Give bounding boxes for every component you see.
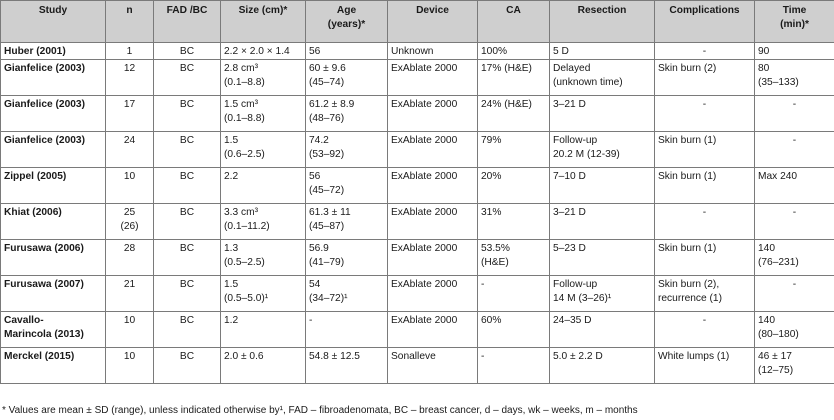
cell-size-line: 2.0 ± 0.6 xyxy=(224,351,264,362)
table-row xyxy=(1,240,834,276)
cell-complications-line: Skin burn (1) xyxy=(658,243,717,254)
cell-complications xyxy=(655,132,755,168)
cell-n-line: 10 xyxy=(123,315,136,326)
cell-device xyxy=(388,204,478,240)
cell-size xyxy=(221,276,306,312)
cell-size-line: 1.3 xyxy=(224,243,239,254)
cell-n-line: (26) xyxy=(120,221,139,232)
cell-age xyxy=(306,168,388,204)
cell-age-line: 60 ± 9.6 xyxy=(309,63,346,74)
cell-study xyxy=(1,312,106,348)
cell-device xyxy=(388,168,478,204)
cell-resection xyxy=(550,204,655,240)
cell-age xyxy=(306,43,388,60)
cell-size-line: (0.6–2.5) xyxy=(224,149,265,160)
cell-resection xyxy=(550,60,655,96)
table-row xyxy=(1,348,834,384)
cell-complications-line: Skin burn (1) xyxy=(658,135,717,146)
cell-size-line: (0.5–5.0)¹ xyxy=(224,293,269,304)
cell-study xyxy=(1,276,106,312)
cell-time-line: - xyxy=(792,99,797,110)
cell-complications xyxy=(655,168,755,204)
cell-device-line: ExAblate 2000 xyxy=(391,171,458,182)
cell-fad-bc xyxy=(154,348,221,384)
cell-size-line: (0.1–8.8) xyxy=(224,77,265,88)
cell-resection xyxy=(550,43,655,60)
cell-time-line: 140 xyxy=(758,243,775,254)
cell-age-line: 54 xyxy=(309,279,321,290)
cell-time xyxy=(755,348,834,384)
cell-complications xyxy=(655,240,755,276)
cell-fad-bc xyxy=(154,96,221,132)
cell-ca xyxy=(478,204,550,240)
cell-time-line: (12–75) xyxy=(758,365,794,376)
cell-size-line: (0.1–8.8) xyxy=(224,113,265,124)
cell-complications xyxy=(655,43,755,60)
cell-study xyxy=(1,240,106,276)
cell-size xyxy=(221,204,306,240)
cell-fad-bc-line: BC xyxy=(179,243,195,254)
cell-ca-line: - xyxy=(481,351,485,362)
cell-ca xyxy=(478,276,550,312)
cell-ca xyxy=(478,168,550,204)
table-row xyxy=(1,132,834,168)
cell-resection-line: 14 M (3–26)¹ xyxy=(553,293,612,304)
cell-size xyxy=(221,132,306,168)
cell-resection-line: 5–23 D xyxy=(553,243,586,254)
cell-ca-line: 100% xyxy=(481,46,508,57)
table-row xyxy=(1,96,834,132)
cell-n-line: 25 xyxy=(123,207,136,218)
table-row xyxy=(1,312,834,348)
cell-resection xyxy=(550,168,655,204)
cell-size-line: 2.8 cm³ xyxy=(224,63,258,74)
cell-n-line: 1 xyxy=(126,46,133,57)
cell-n-line: 21 xyxy=(123,279,136,290)
cell-resection xyxy=(550,312,655,348)
cell-study xyxy=(1,204,106,240)
cell-fad-bc xyxy=(154,240,221,276)
cell-fad-bc-line: BC xyxy=(179,99,195,110)
cell-age-line: 56.9 xyxy=(309,243,329,254)
cell-n-line: 24 xyxy=(123,135,136,146)
cell-time-line: 80 xyxy=(758,63,770,74)
cell-complications-line: White lumps (1) xyxy=(658,351,730,362)
cell-device-line: ExAblate 2000 xyxy=(391,63,458,74)
table-row xyxy=(1,204,834,240)
cell-study xyxy=(1,60,106,96)
cell-resection xyxy=(550,276,655,312)
cell-n xyxy=(106,204,154,240)
cell-n xyxy=(106,60,154,96)
cell-ca-line: 79% xyxy=(481,135,502,146)
table-row xyxy=(1,60,834,96)
cell-study xyxy=(1,348,106,384)
cell-age-line: 61.2 ± 8.9 xyxy=(309,99,355,110)
cell-size-line: 1.5 xyxy=(224,135,239,146)
cell-n-line: 28 xyxy=(123,243,136,254)
header-time: Time (min)* xyxy=(755,1,834,43)
cell-size-line: 3.3 cm³ xyxy=(224,207,258,218)
cell-time xyxy=(755,132,834,168)
header-study: Study xyxy=(1,1,106,43)
cell-age-line: (45–74) xyxy=(309,77,345,88)
cell-ca-line: (H&E) xyxy=(481,257,509,268)
cell-fad-bc xyxy=(154,132,221,168)
cell-n xyxy=(106,168,154,204)
cell-n xyxy=(106,348,154,384)
table-row xyxy=(1,276,834,312)
cell-n-line: 17 xyxy=(123,99,136,110)
cell-study xyxy=(1,168,106,204)
cell-device-line: ExAblate 2000 xyxy=(391,135,458,146)
table-footnote: * Values are mean ± SD (range), unless indicated otherwise by¹, FAD – fibroadenomata, BC – breast cancer, d – days, wk – weeks, m – months xyxy=(2,405,638,416)
cell-complications-line: - xyxy=(702,46,707,57)
cell-time-line: (35–133) xyxy=(758,77,799,88)
cell-n-line: 10 xyxy=(123,171,136,182)
cell-device xyxy=(388,60,478,96)
cell-complications xyxy=(655,204,755,240)
cell-age xyxy=(306,60,388,96)
cell-size-line: 2.2 × 2.0 × 1.4 xyxy=(224,46,290,57)
cell-resection-line: 3–21 D xyxy=(553,207,586,218)
cell-fad-bc-line: BC xyxy=(179,207,195,218)
cell-ca-line: 53.5% xyxy=(481,243,510,254)
header-row xyxy=(1,1,834,43)
cell-n xyxy=(106,240,154,276)
cell-age-line: (34–72)¹ xyxy=(309,293,348,304)
cell-size xyxy=(221,96,306,132)
cell-fad-bc xyxy=(154,60,221,96)
cell-study-line: Huber (2001) xyxy=(4,46,66,57)
cell-complications xyxy=(655,276,755,312)
cell-age-line: 56 xyxy=(309,171,321,182)
cell-age-line: (53–92) xyxy=(309,149,345,160)
cell-ca-line: 24% (H&E) xyxy=(481,99,532,110)
cell-size-line: 1.5 xyxy=(224,279,239,290)
cell-resection-line: 20.2 M (12-39) xyxy=(553,149,620,160)
cell-resection-line: Follow-up xyxy=(553,279,598,290)
cell-n xyxy=(106,132,154,168)
cell-device xyxy=(388,312,478,348)
cell-study-line: Cavallo- xyxy=(4,315,44,326)
cell-study-line: Zippel (2005) xyxy=(4,171,67,182)
cell-fad-bc-line: BC xyxy=(179,351,195,362)
cell-age-line: 61.3 ± 11 xyxy=(309,207,351,218)
cell-device xyxy=(388,276,478,312)
cell-time-line: 140 xyxy=(758,315,775,326)
cell-resection-line: 5.0 ± 2.2 D xyxy=(553,351,603,362)
cell-size xyxy=(221,60,306,96)
cell-size xyxy=(221,348,306,384)
cell-ca xyxy=(478,43,550,60)
table-row xyxy=(1,43,834,60)
cell-age-line: (48–76) xyxy=(309,113,345,124)
cell-device xyxy=(388,132,478,168)
header-n: n xyxy=(106,1,154,43)
cell-age-line: 56 xyxy=(309,46,321,57)
cell-time xyxy=(755,60,834,96)
cell-complications-line: Skin burn (2) xyxy=(658,63,717,74)
cell-age-line: (45–87) xyxy=(309,221,345,232)
cell-size-line: 1.2 xyxy=(224,315,239,326)
cell-time-line: (76–231) xyxy=(758,257,799,268)
cell-size xyxy=(221,240,306,276)
cell-ca-line: 31% xyxy=(481,207,502,218)
cell-age xyxy=(306,348,388,384)
cell-study-line: Gianfelice (2003) xyxy=(4,135,85,146)
cell-complications-line: - xyxy=(702,207,707,218)
cell-complications-line: - xyxy=(702,315,707,326)
cell-size-line: 1.5 cm³ xyxy=(224,99,258,110)
header-age: Age (years)* xyxy=(306,1,388,43)
cell-size xyxy=(221,43,306,60)
cell-device xyxy=(388,43,478,60)
cell-n-line: 10 xyxy=(123,351,136,362)
cell-n xyxy=(106,96,154,132)
header-size: Size (cm)* xyxy=(221,1,306,43)
cell-resection-line: 5 D xyxy=(553,46,569,57)
cell-age xyxy=(306,204,388,240)
cell-n xyxy=(106,43,154,60)
cell-age xyxy=(306,240,388,276)
cell-time-line: 46 ± 17 xyxy=(758,351,792,362)
cell-size-line: 2.2 xyxy=(224,171,239,182)
cell-time xyxy=(755,240,834,276)
cell-ca-line: 17% (H&E) xyxy=(481,63,532,74)
cell-device xyxy=(388,240,478,276)
cell-time xyxy=(755,276,834,312)
cell-time xyxy=(755,168,834,204)
cell-resection-line: Follow-up xyxy=(553,135,598,146)
cell-fad-bc-line: BC xyxy=(179,279,195,290)
cell-fad-bc-line: BC xyxy=(179,63,195,74)
cell-complications xyxy=(655,96,755,132)
cell-resection xyxy=(550,240,655,276)
cell-time-line: 90 xyxy=(758,46,770,57)
cell-ca xyxy=(478,96,550,132)
cell-fad-bc xyxy=(154,43,221,60)
table-body xyxy=(1,43,834,384)
cell-complications xyxy=(655,60,755,96)
cell-complications-line: recurrence (1) xyxy=(658,293,722,304)
cell-study-line: Gianfelice (2003) xyxy=(4,99,85,110)
cell-complications-line: - xyxy=(702,99,707,110)
header-ca: CA xyxy=(478,1,550,43)
cell-study-line: Marincola (2013) xyxy=(4,329,84,340)
cell-age-line: (45–72) xyxy=(309,185,345,196)
cell-ca xyxy=(478,348,550,384)
cell-resection-line: 3–21 D xyxy=(553,99,586,110)
cell-age-line: (41–79) xyxy=(309,257,345,268)
cell-fad-bc xyxy=(154,168,221,204)
cell-size-line: (0.5–2.5) xyxy=(224,257,265,268)
cell-resection xyxy=(550,348,655,384)
cell-size xyxy=(221,168,306,204)
cell-n-line: 12 xyxy=(123,63,136,74)
cell-age xyxy=(306,312,388,348)
cell-ca xyxy=(478,312,550,348)
cell-resection-line: 7–10 D xyxy=(553,171,586,182)
cell-device xyxy=(388,348,478,384)
cell-age-line: - xyxy=(309,315,313,326)
cell-device-line: ExAblate 2000 xyxy=(391,99,458,110)
cell-time-line: - xyxy=(792,207,797,218)
cell-age-line: 74.2 xyxy=(309,135,329,146)
cell-ca-line: - xyxy=(481,279,485,290)
cell-fad-bc-line: BC xyxy=(179,171,195,182)
cell-time-line: Max 240 xyxy=(758,171,798,182)
cell-n xyxy=(106,276,154,312)
cell-complications xyxy=(655,348,755,384)
cell-fad-bc xyxy=(154,276,221,312)
cell-time xyxy=(755,204,834,240)
cell-study-line: Merckel (2015) xyxy=(4,351,75,362)
cell-device-line: Sonalleve xyxy=(391,351,436,362)
cell-ca xyxy=(478,132,550,168)
cell-size-line: (0.1–11.2) xyxy=(224,221,270,232)
header-resection: Resection xyxy=(550,1,655,43)
cell-study xyxy=(1,96,106,132)
cell-resection-line: (unknown time) xyxy=(553,77,623,88)
header-complications: Complications xyxy=(655,1,755,43)
cell-study xyxy=(1,43,106,60)
cell-fad-bc xyxy=(154,204,221,240)
cell-ca xyxy=(478,240,550,276)
cell-time xyxy=(755,96,834,132)
cell-resection-line: 24–35 D xyxy=(553,315,592,326)
cell-study xyxy=(1,132,106,168)
cell-device-line: ExAblate 2000 xyxy=(391,279,458,290)
cell-complications-line: Skin burn (1) xyxy=(658,171,717,182)
cell-ca-line: 20% xyxy=(481,171,502,182)
cell-device-line: Unknown xyxy=(391,46,434,57)
cell-fad-bc xyxy=(154,312,221,348)
cell-device-line: ExAblate 2000 xyxy=(391,243,458,254)
cell-fad-bc-line: BC xyxy=(179,315,195,326)
cell-age xyxy=(306,276,388,312)
cell-ca-line: 60% xyxy=(481,315,502,326)
cell-age xyxy=(306,132,388,168)
cell-time xyxy=(755,312,834,348)
cell-study-line: Furusawa (2007) xyxy=(4,279,84,290)
cell-fad-bc-line: BC xyxy=(179,46,195,57)
cell-time xyxy=(755,43,834,60)
cell-device-line: ExAblate 2000 xyxy=(391,207,458,218)
cell-age-line: 54.8 ± 12.5 xyxy=(309,351,360,362)
cell-device-line: ExAblate 2000 xyxy=(391,315,458,326)
cell-fad-bc-line: BC xyxy=(179,135,195,146)
cell-study-line: Khiat (2006) xyxy=(4,207,62,218)
cell-size xyxy=(221,312,306,348)
header-fad-bc: FAD /BC xyxy=(154,1,221,43)
cell-resection xyxy=(550,96,655,132)
cell-study-line: Furusawa (2006) xyxy=(4,243,84,254)
header-device: Device xyxy=(388,1,478,43)
cell-ca xyxy=(478,60,550,96)
cell-time-line: (80–180) xyxy=(758,329,799,340)
cell-n xyxy=(106,312,154,348)
cell-study-line: Gianfelice (2003) xyxy=(4,63,85,74)
cell-complications-line: Skin burn (2), xyxy=(658,279,720,290)
cell-resection-line: Delayed xyxy=(553,63,591,74)
cell-complications xyxy=(655,312,755,348)
cell-time-line: - xyxy=(792,135,797,146)
cell-device xyxy=(388,96,478,132)
cell-time-line: - xyxy=(792,279,797,290)
table-row xyxy=(1,168,834,204)
cell-resection xyxy=(550,132,655,168)
cell-age xyxy=(306,96,388,132)
